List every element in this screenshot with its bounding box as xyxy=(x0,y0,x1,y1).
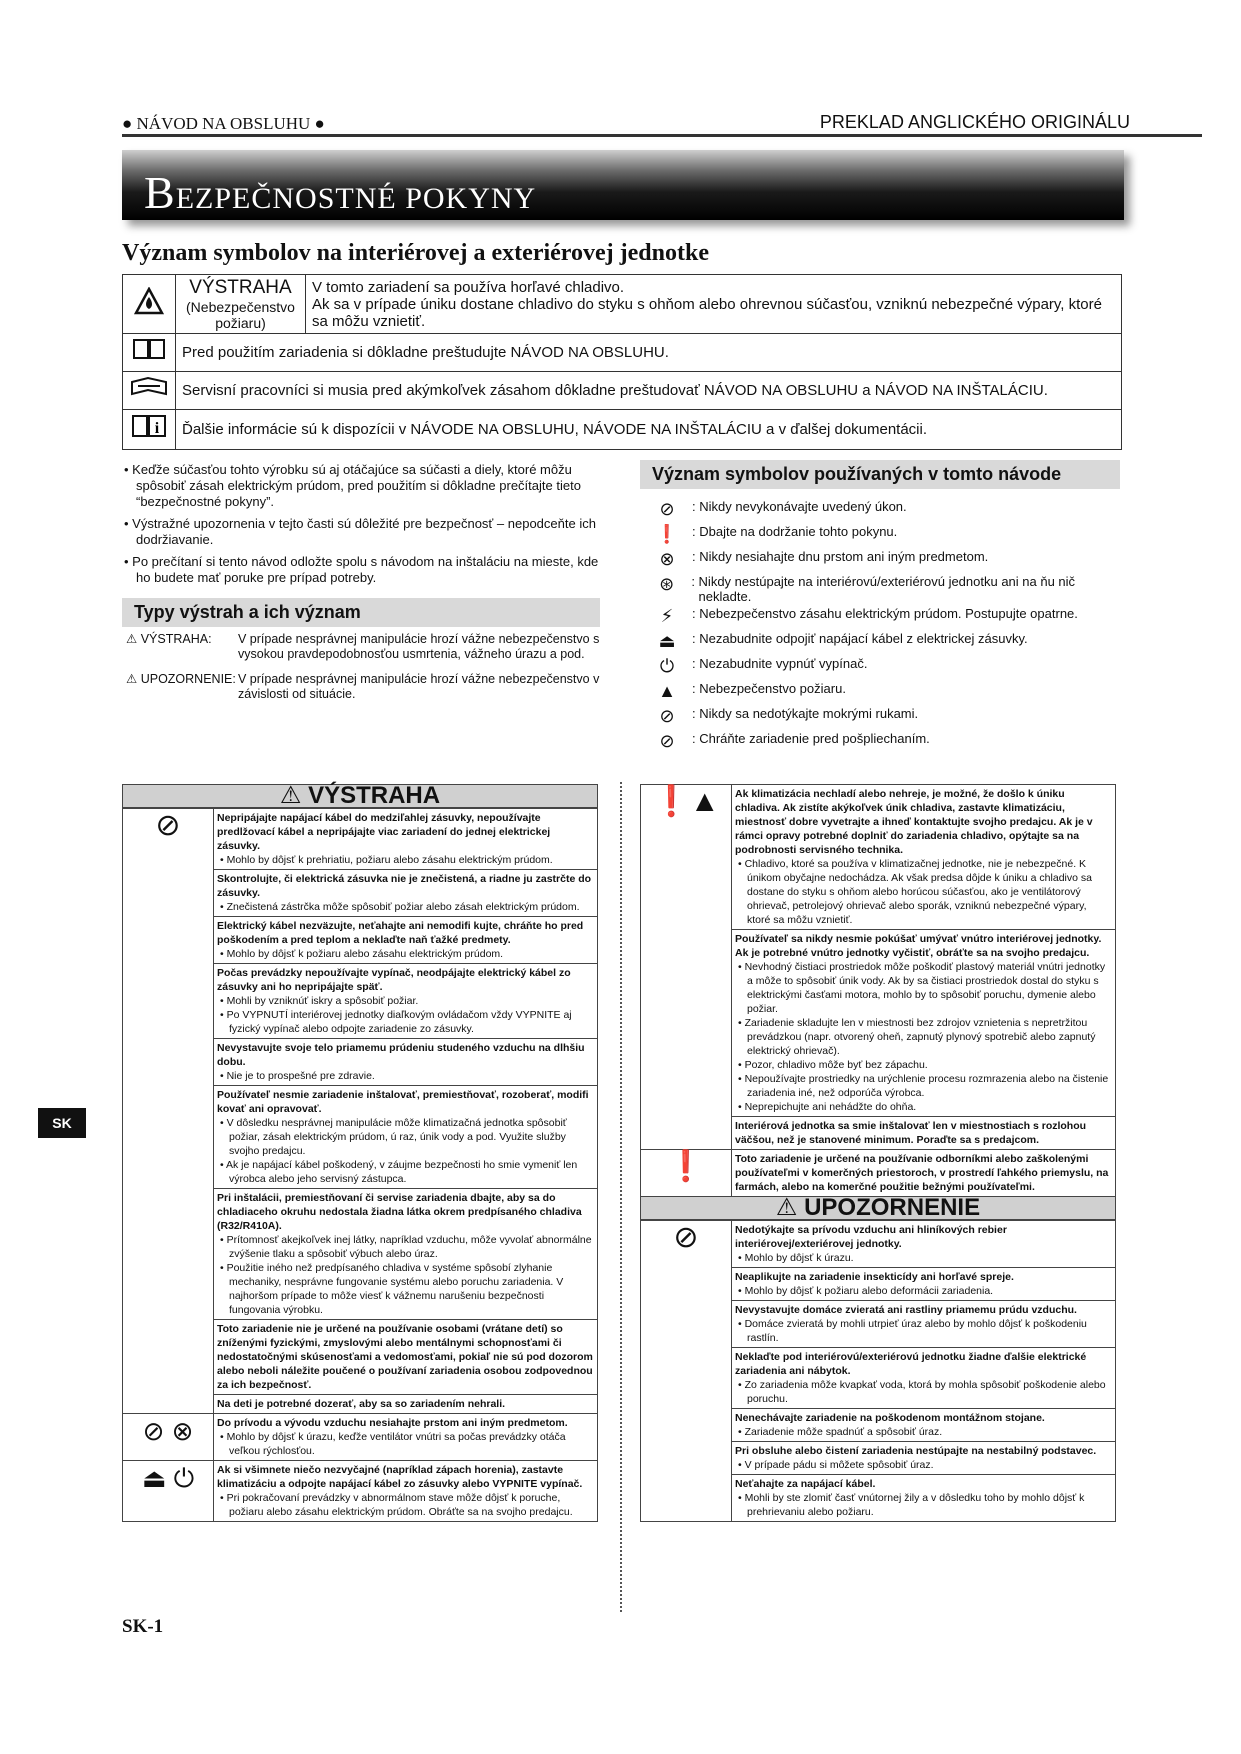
warning-types xyxy=(126,632,606,712)
page-number: SK-1 xyxy=(122,1616,164,1637)
warning-table xyxy=(122,808,598,1522)
warning-item: Na deti je potrebné dozerať, aby sa so zariadením nehrali. xyxy=(214,1395,598,1414)
warning-box-left xyxy=(122,784,598,1522)
legend-item: ⏏ : Nezabudnite odpojiť napájací kábel z elektrickej zásuvky. xyxy=(640,631,1120,656)
warning-table-right xyxy=(640,784,1116,1197)
unplug-switch-icons: ⏏ ⏻ xyxy=(123,1461,214,1522)
symbol-table xyxy=(122,274,1122,450)
warning-type-row xyxy=(126,632,606,662)
no-finger-icons: ⊘ ⊗ xyxy=(123,1414,214,1461)
warning-types-header xyxy=(122,598,600,627)
no-splash-icon: ⊘ xyxy=(659,731,675,751)
mandatory-icon: ❗ xyxy=(655,524,679,544)
manual-row: Pred použitím zariadenia si dôkladne preštudujte NÁVOD NA OBSLUHU. xyxy=(176,334,1122,372)
header-rule xyxy=(122,134,1202,137)
legend-item: ⊘ : Nikdy sa nedotýkajte mokrými rukami. xyxy=(640,706,1120,731)
page-header xyxy=(122,108,1130,134)
mandatory-icon: ❗ xyxy=(641,1150,732,1197)
legend-item: ⏻ : Nezabudnite vypnúť vypínač. xyxy=(640,656,1120,681)
caution-item: Neaplikujte na zariadenie insekticídy ani horľavé spreje. • Mohlo by dôjsť k požiaru alebo deformácii zariadenia. xyxy=(732,1268,1116,1301)
legend-item: ▲ : Nebezpečenstvo požiaru. xyxy=(640,681,1120,706)
warning-type-label: VÝSTRAHA: xyxy=(140,632,212,646)
warning-box-header: ⚠ VÝSTRAHA xyxy=(122,784,598,808)
column-divider xyxy=(620,782,622,1612)
legend-item: ⚡ : Nebezpečenstvo zásahu elektrickým prúdom. Postupujte opatrne. xyxy=(640,606,1120,631)
svg-text:i: i xyxy=(154,420,160,437)
warning-text: V tomto zariadení sa používa horľavé chladivo. Ak sa v prípade úniku dostane chladivo do styku s ohňom alebo ohrevnou súčasťou, vzniknú nebezpečné výpary, ktoré sa môžu vznietiť. xyxy=(306,275,1122,334)
caution-triangle-icon: ⚠ xyxy=(126,672,138,686)
prohibited-icon: ⊘ xyxy=(659,499,675,519)
warning-item: Ak klimatizácia nechladí alebo nehreje, je možné, že došlo k úniku chladiva. Ak zistíte akýkoľvek únik chladiva, zastavte klimatizáciu, miestnosť dobre vyvetrajte a ihneď kontaktujte svojho predajcu. Ak je v rámci opravy potrebné doplniť do zariadenia chladivo, opýtajte sa na podrobnosti servisného technika. • Chladivo, ktoré sa používa v klimatizačnej jednotke, nie je nebezpečné. K únikom obyčajne nedochádza. Ak však predsa dôjde k úniku a chladivo sa dostane do styku s ohňom alebo horúcou súčasťou, ako je ventilátorový ohrievač, petrolejový ohrievač alebo sporák, vzniknú nebezpečné výpary, ktoré sa môžu vznietiť. xyxy=(732,785,1116,930)
warning-item: Elektrický kábel nezväzujte, neťahajte ani nemodifi kujte, chráňte ho pred poškodením a pred teplom a neklaďte naň ťažké predmety. • Mohlo by dôjsť k požiaru alebo zásahu elektrickým prúdom. xyxy=(214,917,598,964)
warning-box-right xyxy=(640,784,1116,1522)
banner-title: BEZPEČNOSTNÉ POKYNY xyxy=(144,167,537,218)
no-wet-hands-icon: ⊘ xyxy=(659,706,675,726)
caution-item: Nenechávajte zariadenie na poškodenom montážnom stojane. • Zariadenie môže spadnúť a spôsobiť úraz. xyxy=(732,1409,1116,1442)
section-title: Význam symbolov na interiérovej a exteriérovej jednotke xyxy=(122,240,709,266)
caution-box-header: ⚠ UPOZORNENIE xyxy=(640,1197,1116,1220)
caution-type-text: V prípade nesprávnej manipulácie hrozí vážne nebezpečenstvo v závislosti od situácie. xyxy=(238,672,600,701)
legend-item: ⊘ : Chráňte zariadenie pred pošpliechaním. xyxy=(640,731,1120,756)
service-manual-icon xyxy=(123,372,176,410)
prohibited-icon: ⊘ xyxy=(123,809,214,1414)
unplug-icon: ⏏ xyxy=(658,631,676,651)
bullet-item: • Po prečítaní si tento návod odložte spolu s návodom na inštaláciu na mieste, kde ho budete mať poruke pre prípad potreby. xyxy=(124,554,599,585)
book-icon xyxy=(123,334,176,372)
warning-item: Skontrolujte, či elektrická zásuvka nie je znečistená, a riadne ju zastrčte do zásuvky. • Znečistená zástrčka môže spôsobiť požiar alebo zásah elektrickým prúdom. xyxy=(214,870,598,917)
warning-item: Interiérová jednotka sa smie inštalovať len v miestnostiach s rozlohou väčšou, než je stanovené minimum. Poraďte sa s predajcom. xyxy=(732,1117,1116,1150)
language-tab: SK xyxy=(38,1108,86,1138)
warning-item: Nepripájajte napájací kábel do medziľahlej zásuvky, nepoužívajte predlžovací kábel a nepripájajte viac zariadení do jednej elektrickej zásuvky. • Mohlo by dôjsť k prehriatiu, požiaru alebo zásahu elektrickým prúdom. xyxy=(214,809,598,870)
warning-item: Počas prevádzky nepoužívajte vypínač, neodpájajte elektrický kábel zo zásuvky ani ho nepripájajte späť. • Mohli by vzniknúť iskry a spôsobiť požiar. • Po VYPNUTÍ interiérovej jednotky diaľkovým ovládačom vždy VYPNITE aj fyzický vypínač alebo odpojte zariadenie zo zásuvky. xyxy=(214,964,598,1039)
legend-item: ⊗ : Nikdy nesiahajte dnu prstom ani iným predmetom. xyxy=(640,549,1120,574)
warning-item: Používateľ nesmie zariadenie inštalovať, premiestňovať, rozoberať, modifi kovať ani opravovať. • V dôsledku nesprávnej manipulácie môže klimatizačná jednotka spôsobiť požiar, zásah elektrickým prúdom, ú raz, únik vody a pod. Využite služby svojho predajcu. • Ak je napájací kábel poškodený, v záujme bezpečnosti ho smie vymeniť len výrobca alebo jeho servisný zástupca. xyxy=(214,1086,598,1189)
prohibited-icon: ⊘ xyxy=(641,1221,732,1522)
bullet-item: • Výstražné upozornenia v tejto časti sú dôležité pre bezpečnosť – nepodceňte ich dodržiavanie. xyxy=(124,516,596,547)
bullet-item: • Keďže súčasťou tohto výrobku sú aj otáčajúce sa súčasti a diely, ktoré môžu spôsobiť zásah elektrickým prúdom, pred použitím si dôkladne prečítajte tieto “bezpečnostné pokyny”. xyxy=(124,462,581,509)
caution-item: Neklaďte pod interiérovú/exteriérovú jednotku žiadne ďalšie elektrické zariadenia ani nábytok. • Zo zariadenia môže kvapkať voda, ktorá by mohla spôsobiť poškodenie alebo poruchu. xyxy=(732,1348,1116,1409)
intro-bullets xyxy=(122,462,604,592)
title-banner xyxy=(122,150,1124,220)
caution-item: Nevystavujte domáce zvieratá ani rastliny priamemu prúdu vzduchu. • Domáce zvieratá by mohli utrpieť úraz alebo by mohlo dôjsť k poškodeniu rastlín. xyxy=(732,1301,1116,1348)
caution-item: Neťahajte za napájací kábel. • Mohli by ste zlomiť časť vnútornej žily a v dôsledku toho by mohlo dôjsť k prehrievaniu alebo požiaru. xyxy=(732,1475,1116,1522)
fire-icon: ▲ xyxy=(658,681,676,701)
warning-item: Pri inštalácii, premiestňovaní či servise zariadenia dbajte, aby sa do chladiaceho okruhu nedostala žiadna látka okrem predpísaného chladiva (R32/R410A). • Prítomnosť akejkoľvek inej látky, napríklad vzduchu, môže vyvolať abnormálne zvýšenie tlaku a spôsobiť výbuch alebo úraz. • Použitie iného než predpísaného chladiva v systéme spôsobí zlyhanie mechaniky, nesprávne fungovanie systému alebo poruchu zariadenia. V najhoršom prípade to môže viesť k vážnemu narušeniu bezpečnosti fungovania výrobku. xyxy=(214,1189,598,1320)
caution-table xyxy=(640,1220,1116,1522)
warning-item: Používateľ sa nikdy nesmie pokúšať umývať vnútro interiérovej jednotky. Ak je potrebné vnútro jednotky vyčistiť, obráťte sa na svojho predajcu. • Nevhodný čistiaci prostriedok môže poškodiť plastový materiál vnútri jednotky a môže to spôsobiť únik vody. Ak by sa čistiaci prostriedok dostal do styku s elektrickými časťami motora, mohlo by to spôsobiť poruchu, dymenie alebo požiar. • Zariadenie skladujte len v miestnosti bez zdrojov vznietenia s nepretržitou prevádzkou (napr. otvorený oheň, zapnutý plynový spotrebič alebo zapnutý elektrický ohrievač). • Pozor, chladivo môže byť bez zápachu. • Nepoužívajte prostriedky na urýchlenie procesu rozmrazenia alebo na čistenie zariadenia iné, než odporúča výrobca. • Neprepichujte ani nehádžte do ohňa. xyxy=(732,930,1116,1117)
header-right: PREKLAD ANGLICKÉHO ORIGINÁLU xyxy=(819,112,1130,132)
warning-item: Ak si všimnete niečo nezvyčajné (napríklad zápach horenia), zastavte klimatizáciu a odpojte napájací kábel zo zásuvky alebo VYPNITE vypínač. • Pri pokračovaní prevádzky v abnormálnom stave môže dôjsť k poruche, požiaru alebo zásahu elektrickým prúdom. Obráťte sa na svojho predajcu. xyxy=(214,1461,598,1522)
info-row: Ďalšie informácie sú k dispozícii v NÁVODE NA OBSLUHU, NÁVODE NA INŠTALÁCIU a v ďalšej dokumentácii. xyxy=(176,410,1122,450)
legend-title: Význam symbolov používaných v tomto návode xyxy=(640,460,1120,489)
warning-label: VÝSTRAHA (Nebezpečenstvo požiaru) xyxy=(176,275,306,334)
caution-item: Pri obsluhe alebo čistení zariadenia nestúpajte na nestabilný podstavec. • V prípade pádu si môžete spôsobiť úraz. xyxy=(732,1442,1116,1475)
legend-items xyxy=(640,499,1120,756)
caution-item: Nedotýkajte sa prívodu vzduchu ani hliníkových rebier interiérovej/exteriérovej jednotky. • Mohlo by dôjsť k úrazu. xyxy=(732,1221,1116,1268)
header-left: ● NÁVOD NA OBSLUHU ● xyxy=(122,114,325,133)
warning-item: Nevystavujte svoje telo priamemu prúdeniu studeného vzduchu na dlhšiu dobu. • Nie je to prospešné pre zdravie. xyxy=(214,1039,598,1086)
electric-shock-icon: ⚡ xyxy=(660,606,674,626)
caution-type-label: UPOZORNENIE: xyxy=(140,672,236,686)
info-book-icon xyxy=(123,410,176,450)
warning-item: Toto zariadenie nie je určené na používanie osobami (vrátane detí) so zníženými fyzickými, zmyslovými alebo mentálnymi schopnosťami či nedostatočnými skúsenosťami a vedomosťami, pokiaľ nie sú pod dozorom alebo neboli náležite poučené o používaní zariadenia osobou zodpovednou za ich bezpečnosť. xyxy=(214,1320,598,1395)
warning-type-text: V prípade nesprávnej manipulácie hrozí vážne nebezpečenstvo s vysokou pravdepodobnosťou usmrtenia, vážneho úrazu a pod. xyxy=(238,632,600,661)
legend-item: ⊛ : Nikdy nestúpajte na interiérovú/exteriérovú jednotku ani na ňu nič nekladte. xyxy=(640,574,1120,606)
warning-types-title: Typy výstrah a ich význam xyxy=(122,598,600,627)
legend-item: ⊘ : Nikdy nevykonávajte uvedený úkon. xyxy=(640,499,1120,524)
switch-off-icon: ⏻ xyxy=(659,656,675,676)
fire-warning-icon xyxy=(123,275,176,334)
caution-type-row xyxy=(126,672,606,702)
no-step-icon: ⊛ xyxy=(659,574,675,594)
warning-item: Toto zariadenie je určené na používanie odborníkmi alebo zaškolenými používateľmi v komerčných priestoroch, v prostredí ľahkého priemyslu, na farmách, alebo na komerčné použitie bežnými používateľmi. xyxy=(732,1150,1116,1197)
symbol-legend xyxy=(640,460,1120,756)
warning-item: Do prívodu a vývodu vzduchu nesiahajte prstom ani iným predmetom. • Mohlo by dôjsť k úrazu, keďže ventilátor vnútri sa počas prevádzky otáča veľkou rýchlosťou. xyxy=(214,1414,598,1461)
no-finger-icon: ⊗ xyxy=(659,549,675,569)
legend-item: ❗ : Dbajte na dodržanie tohto pokynu. xyxy=(655,524,898,544)
service-row: Servisní pracovníci si musia pred akýmkoľvek zásahom dôkladne preštudovať NÁVOD NA OBSLUHU a NÁVOD NA INŠTALÁCIU. xyxy=(176,372,1122,410)
warning-triangle-icon: ⚠ xyxy=(126,632,138,646)
mandatory-fire-icons: ❗▲ xyxy=(641,785,732,1150)
